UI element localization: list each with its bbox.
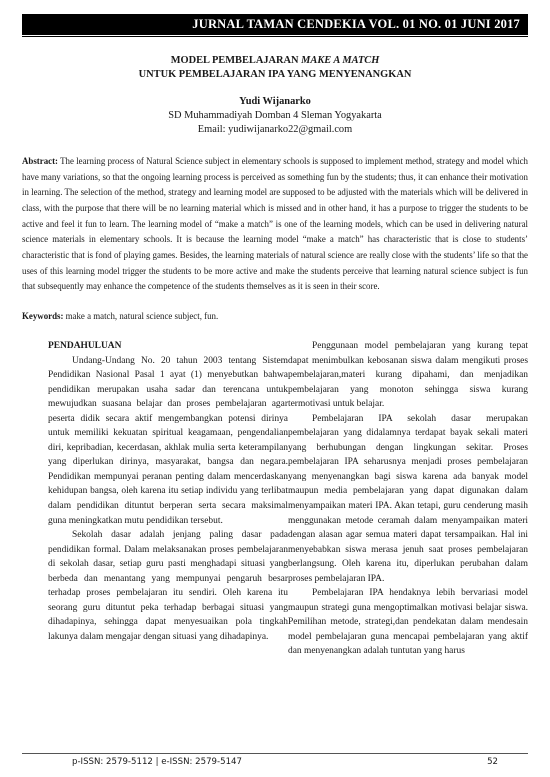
author-block	[22, 95, 528, 137]
author-name: Yudi Wijanarko	[239, 96, 311, 107]
title-line-1	[22, 54, 528, 68]
issn-text: p-ISSN: 2579-5112 | e-ISSN: 2579-5147	[72, 757, 242, 767]
journal-header-text: JURNAL TAMAN CENDEKIA VOL. 01 NO. 01 JUNI 2017	[192, 17, 520, 31]
paper-title	[22, 54, 528, 82]
keywords	[22, 310, 528, 322]
left-paragraph-2: Sekolah dasar adalah jenjang paling dasar pada pendidikan formal. Dalam melaksanakan proses pembelajaran di sekolah dasar, setiap guru pasti menghadapi situasi yang berbeda dan menantang yang mempunyai pengaruh besar terhadap proses pembelajaran itu sendiri. Oleh karena itu seorang guru dituntut peka terhadap berbagai situasi yang dihadapinya, sehingga dapat menyesuaikan pola tingkah lakunya dalam mengajar dengan situasi yang dihadapinya.	[48, 530, 288, 642]
author-email: Email: yudiwijanarko22@gmail.com	[197, 124, 353, 135]
keywords-text: make a match, natural science subject, fun.	[63, 311, 219, 321]
section-heading: PENDAHULUAN	[48, 341, 122, 351]
right-paragraph-1: Penggunaan model pembelajaran yang kurang tepat dapat menimbulkan kebosanan siswa dalam mengikuti proses pembelajaran,materi kurang dipahami, dan menjadikan pembelajaran yang monoton sehingga siswa kurang termotivasi untuk belajar.	[288, 341, 528, 410]
abstract	[22, 154, 528, 295]
footer-rule	[22, 753, 528, 754]
abstract-text: The learning process of Natural Science subject in elementary schools is supposed to implement method, strategy and model which have many variations, so that the ongoing learning process is perceived as something fun by the students; thus, it can enhance their motivation in learning. The selection of the method, strategy and learning model are supposed to be adjusted with the materials which will be delivered in class, with the purpose that there will be no learning material which is missed and in other hand, it has a purpose to trigger the students to be active and feel it fun to learn. The learning model of “make a match” is one of the learning models, which can be used in delivering natural science materials in elementary schools. It is because the learning model “make a match” has characteristic that is close to students’ characteristic that is fond of playing games. Besides, the learning materials of natural science are really close with the students’ life so that the uses of this learning model trigger the students to be more active and make the students perceive that learning natural science subject is fun that subsequently may enhance the competence of the students themselves as it is seen in their score.	[22, 156, 528, 292]
page-number: 52	[487, 757, 498, 767]
title-line-2: UNTUK PEMBELAJARAN IPA YANG MENYENANGKAN	[138, 69, 412, 80]
right-column	[288, 339, 528, 659]
author-affiliation: SD Muhammadiyah Domban 4 Sleman Yogyakarta	[168, 110, 382, 121]
journal-header-bar	[22, 14, 528, 35]
title-line-1-italic: MAKE A MATCH	[301, 55, 380, 66]
left-paragraph-1: Undang-Undang No. 20 tahun 2003 tentang Sistem Pendidikan Nasional Pasal 1 ayat (1) menyebutkan bahwa pendidikan merupakan usaha sadar dan terencana untuk mewujudkan suasana belajar dan proses pembelajaran agar peserta didik secara aktif mengembangkan potensi dirinya untuk memiliki kekuatan spiritual keagamaan, pengendalian diri, kepribadian, kecerdasan, akhlak mulia serta keterampilan yang diperlukan dirinya, masyarakat, bangsa dan negara. Pendidikan mempunyai peranan penting dalam mencerdaskan kehidupan bangsa, oleh karena itu setiap individu yang terlibat dalam pendidikan dituntut berperan serta secara maksimal guna meningkatkan mutu pendidikan tersebut.	[48, 355, 288, 526]
right-paragraph-2: Pembelajaran IPA sekolah dasar merupakan pembelajaran yang didalamnya terdapat bayak sekali materi yang berhubungan dengan lingkungan sekitar. Proses pembelajaran IPA seharusnya menjadi proses pembelajaran yang menyenangkan bagi siswa karena ada banyak model maupun media pembelajaran yang dapat digunakan dalam menyampaikan materi IPA. Akan tetapi, guru cenderung masih menggunakan metode ceramah dalam menyampaikan materi dengan alasan agar semua materi dapat tersampaikan. Hal ini menyebabkan siswa merasa jenuh saat proses pembelajaran berlangsung. Oleh karena itu, diperlukan perubahan dalam proses pembelajaran IPA.	[288, 413, 528, 584]
abstract-label: Abstract:	[22, 156, 58, 166]
header-rule	[22, 36, 528, 37]
right-paragraph-3: Pembelajaran IPA hendaknya lebih bervariasi model maupun strategi guna mengoptimalkan motivasi belajar siswa. Pemilihan metode, strategi,dan pendekatan dalam mendesain model pembelajaran guna mencapai pembelajaran yang aktif dan menyenangkan adalah tuntutan yang harus	[288, 588, 528, 657]
title-line-1-prefix: MODEL PEMBELAJARAN	[170, 55, 302, 66]
left-column	[48, 339, 288, 644]
keywords-label: Keywords:	[22, 311, 64, 321]
